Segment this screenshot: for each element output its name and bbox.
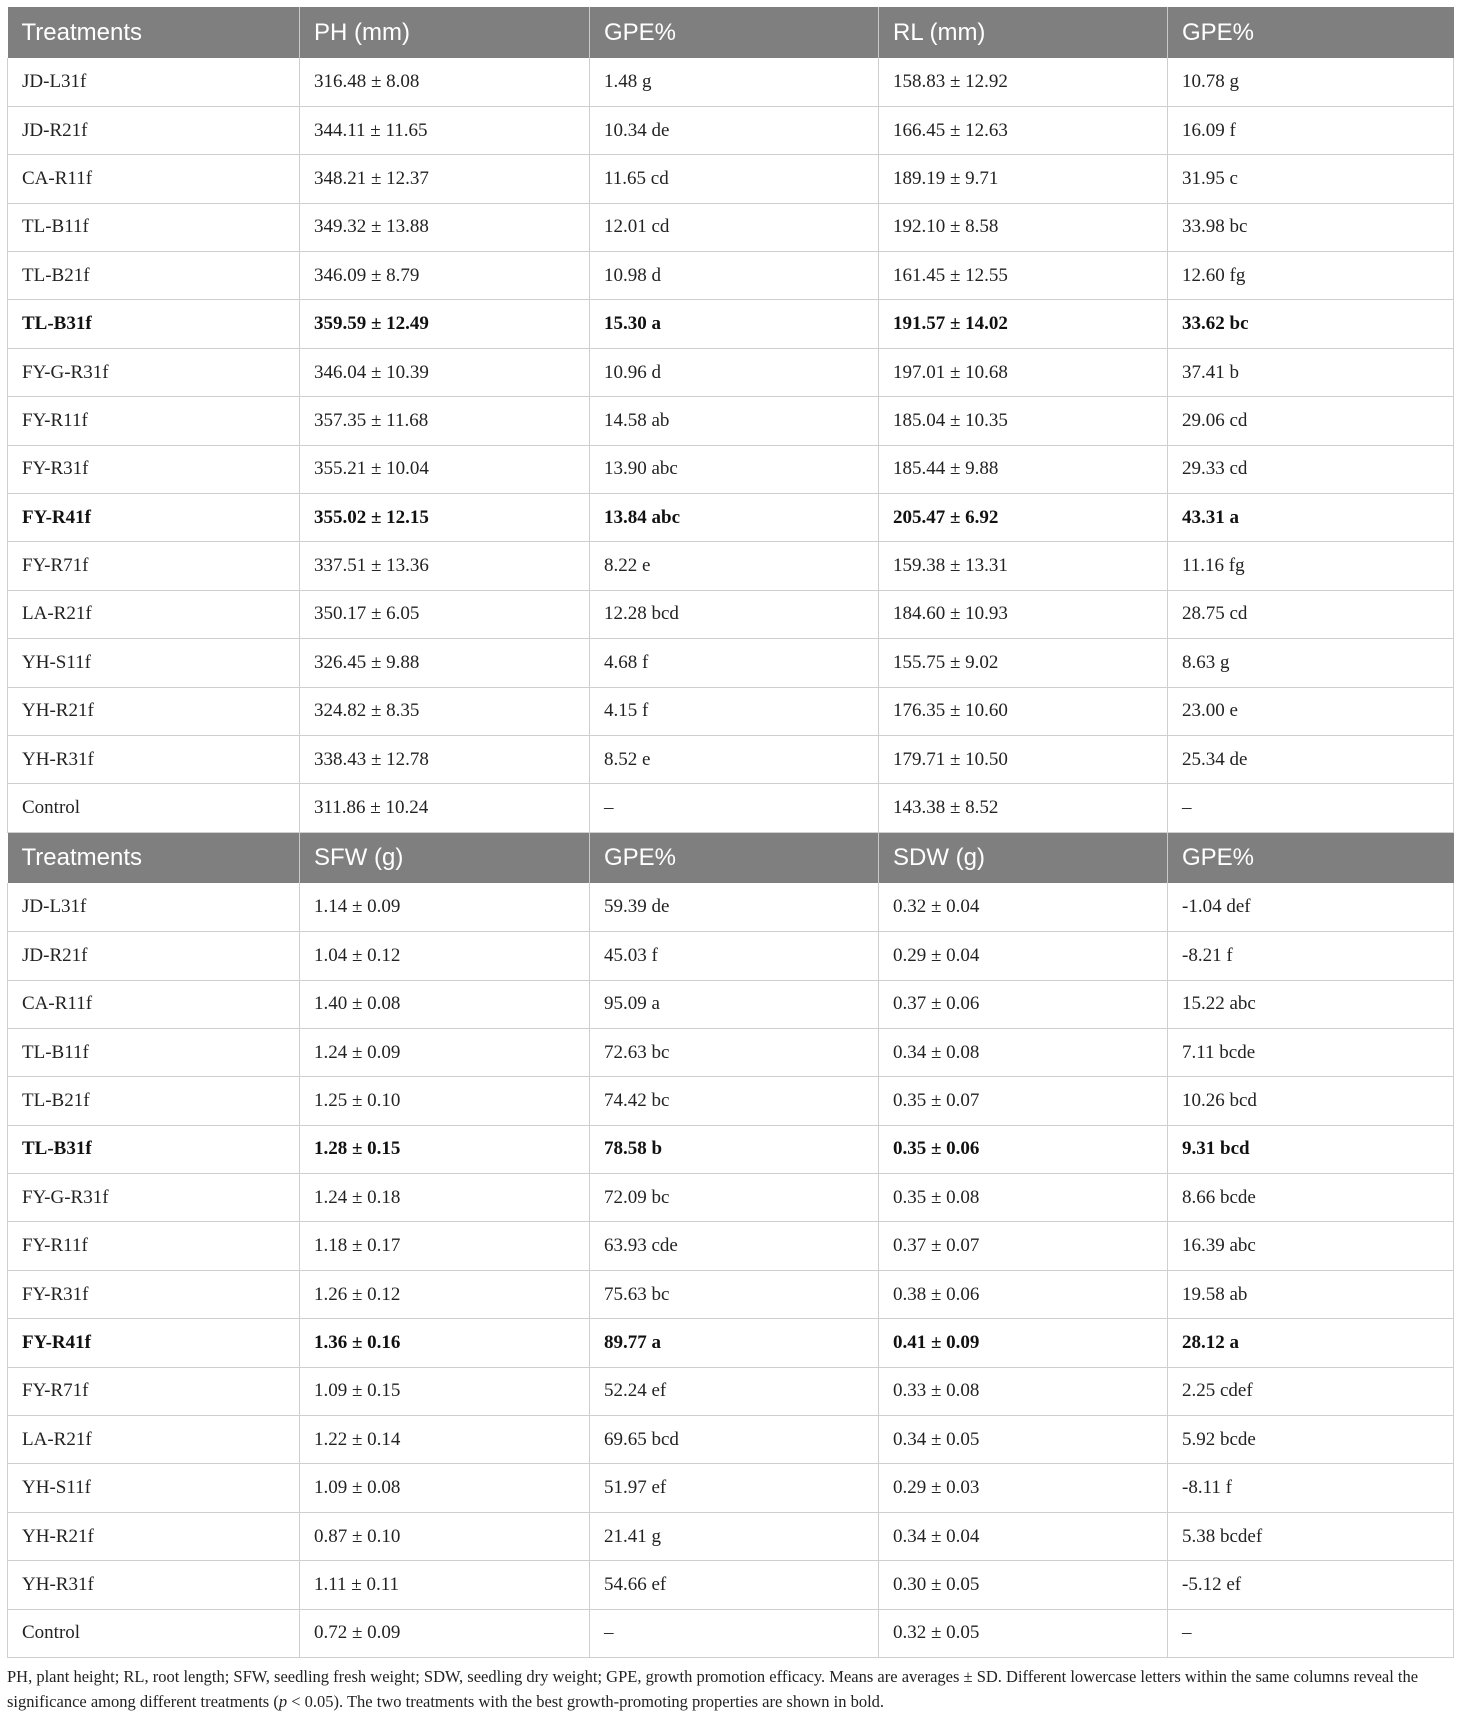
table1-cell-value-1: 346.09 ± 8.79: [300, 252, 590, 300]
table2-cell-gpe-1: –: [590, 1609, 879, 1657]
table2-cell-gpe-2: 5.92 bcde: [1168, 1416, 1454, 1464]
table1-cell-value-2: 185.44 ± 9.88: [879, 445, 1168, 493]
table1-cell-treatment: TL-B21f: [8, 252, 300, 300]
table2-body: [8, 883, 1454, 1657]
table1-cell-value-1: 326.45 ± 9.88: [300, 639, 590, 687]
table1-cell-gpe-2: 33.98 bc: [1168, 203, 1454, 251]
table2-cell-value-2: 0.34 ± 0.05: [879, 1416, 1168, 1464]
table1-cell-value-1: 337.51 ± 13.36: [300, 542, 590, 590]
table2-cell-treatment: YH-R21f: [8, 1512, 300, 1560]
table1-cell-treatment: YH-R21f: [8, 687, 300, 735]
table2-cell-treatment: JD-L31f: [8, 883, 300, 931]
table1-cell-gpe-2: 37.41 b: [1168, 348, 1454, 396]
table1-row: [8, 58, 1454, 106]
table1-cell-gpe-2: 29.06 cd: [1168, 397, 1454, 445]
table2-cell-value-1: 1.24 ± 0.18: [300, 1174, 590, 1222]
table1-cell-treatment: JD-L31f: [8, 58, 300, 106]
table2-cell-value-1: 1.18 ± 0.17: [300, 1222, 590, 1270]
footnote-text-part1: PH, plant height; RL, root length; SFW, seedling fresh weight; SDW, seedling dry weight; GPE, growth promotion efficacy. Means are averages ± SD. Different lowercase letters within the same columns reveal the significance among different treatments (: [7, 1667, 1419, 1711]
table1-cell-gpe-1: 15.30 a: [590, 300, 879, 348]
table1-cell-gpe-1: 11.65 cd: [590, 155, 879, 203]
table2-row: [8, 1077, 1454, 1125]
table2-cell-value-2: 0.34 ± 0.04: [879, 1512, 1168, 1560]
table1-cell-value-1: 349.32 ± 13.88: [300, 203, 590, 251]
table2-cell-value-1: 1.14 ± 0.09: [300, 883, 590, 931]
table2-cell-treatment: JD-R21f: [8, 932, 300, 980]
growth-results-table: [7, 7, 1454, 1658]
table1-cell-treatment: Control: [8, 784, 300, 832]
table2-header-row: [8, 832, 1454, 883]
table1-header-gpe-rl: GPE%: [1168, 7, 1454, 58]
table2-row: [8, 1270, 1454, 1318]
table1-row: [8, 348, 1454, 396]
table1-cell-gpe-1: 8.22 e: [590, 542, 879, 590]
table1-cell-value-2: 143.38 ± 8.52: [879, 784, 1168, 832]
table2-cell-treatment: LA-R21f: [8, 1416, 300, 1464]
table1-row: [8, 590, 1454, 638]
table2-header-sdw: SDW (g): [879, 832, 1168, 883]
table2-cell-value-2: 0.37 ± 0.07: [879, 1222, 1168, 1270]
table1-cell-value-2: 155.75 ± 9.02: [879, 639, 1168, 687]
table2-cell-gpe-2: –: [1168, 1609, 1454, 1657]
table2-row: [8, 1174, 1454, 1222]
table2-cell-gpe-1: 72.63 bc: [590, 1028, 879, 1076]
table1-cell-treatment: JD-R21f: [8, 106, 300, 154]
table1-cell-value-2: 192.10 ± 8.58: [879, 203, 1168, 251]
table2-cell-gpe-1: 51.97 ef: [590, 1464, 879, 1512]
table1-cell-treatment: TL-B11f: [8, 203, 300, 251]
table1-cell-gpe-1: 12.28 bcd: [590, 590, 879, 638]
table2-cell-value-1: 1.25 ± 0.10: [300, 1077, 590, 1125]
table1-cell-gpe-1: –: [590, 784, 879, 832]
table2-cell-gpe-1: 89.77 a: [590, 1319, 879, 1367]
table2-cell-gpe-1: 63.93 cde: [590, 1222, 879, 1270]
table1-row: [8, 639, 1454, 687]
table2-row: [8, 883, 1454, 931]
table2-cell-value-2: 0.30 ± 0.05: [879, 1561, 1168, 1609]
table1-cell-gpe-1: 13.84 abc: [590, 494, 879, 542]
table2-cell-gpe-1: 52.24 ef: [590, 1367, 879, 1415]
table1-cell-gpe-2: 25.34 de: [1168, 735, 1454, 783]
table1-cell-gpe-1: 1.48 g: [590, 58, 879, 106]
table2-cell-treatment: TL-B21f: [8, 1077, 300, 1125]
table1-cell-value-2: 205.47 ± 6.92: [879, 494, 1168, 542]
table1-cell-value-1: 355.21 ± 10.04: [300, 445, 590, 493]
table1-cell-value-1: 344.11 ± 11.65: [300, 106, 590, 154]
table1-cell-gpe-2: 16.09 f: [1168, 106, 1454, 154]
table1-cell-value-2: 191.57 ± 14.02: [879, 300, 1168, 348]
table2-cell-value-2: 0.35 ± 0.07: [879, 1077, 1168, 1125]
table2-cell-value-1: 1.36 ± 0.16: [300, 1319, 590, 1367]
table2-cell-gpe-2: 19.58 ab: [1168, 1270, 1454, 1318]
table1-row: [8, 252, 1454, 300]
table2-cell-gpe-1: 59.39 de: [590, 883, 879, 931]
table1-row: [8, 106, 1454, 154]
table2-cell-value-1: 1.22 ± 0.14: [300, 1416, 590, 1464]
table2-header-gpe-sfw: GPE%: [590, 832, 879, 883]
table2-row: [8, 1609, 1454, 1657]
table1-header-row: [8, 7, 1454, 58]
table1-header-gpe-ph: GPE%: [590, 7, 879, 58]
table1-cell-value-1: 346.04 ± 10.39: [300, 348, 590, 396]
table1-row: [8, 735, 1454, 783]
table2-header-sfw: SFW (g): [300, 832, 590, 883]
table1-cell-treatment: CA-R11f: [8, 155, 300, 203]
table2-cell-value-2: 0.32 ± 0.04: [879, 883, 1168, 931]
table2-cell-gpe-2: 7.11 bcde: [1168, 1028, 1454, 1076]
table1-cell-treatment: FY-R41f: [8, 494, 300, 542]
table2-cell-gpe-1: 78.58 b: [590, 1125, 879, 1173]
results-table-container: [7, 7, 1453, 1658]
table2-cell-value-1: 1.11 ± 0.11: [300, 1561, 590, 1609]
table2-cell-value-1: 1.04 ± 0.12: [300, 932, 590, 980]
table1-cell-value-2: 185.04 ± 10.35: [879, 397, 1168, 445]
table2-cell-value-1: 1.09 ± 0.15: [300, 1367, 590, 1415]
table2-cell-gpe-1: 54.66 ef: [590, 1561, 879, 1609]
table1-cell-treatment: FY-R71f: [8, 542, 300, 590]
footnote-p-symbol: p: [278, 1692, 288, 1711]
table2-row: [8, 1125, 1454, 1173]
table2-row: [8, 1028, 1454, 1076]
table2-cell-gpe-2: 5.38 bcdef: [1168, 1512, 1454, 1560]
table1-cell-gpe-1: 10.34 de: [590, 106, 879, 154]
table1-body: [8, 58, 1454, 832]
table1-cell-gpe-2: 11.16 fg: [1168, 542, 1454, 590]
table1-header-rl: RL (mm): [879, 7, 1168, 58]
table1-cell-gpe-2: 8.63 g: [1168, 639, 1454, 687]
table1-cell-value-2: 197.01 ± 10.68: [879, 348, 1168, 396]
table2-cell-treatment: FY-G-R31f: [8, 1174, 300, 1222]
table1-row: [8, 687, 1454, 735]
table2-cell-gpe-2: 10.26 bcd: [1168, 1077, 1454, 1125]
table2-cell-value-1: 1.26 ± 0.12: [300, 1270, 590, 1318]
table1-cell-gpe-1: 10.98 d: [590, 252, 879, 300]
table2-cell-value-1: 1.09 ± 0.08: [300, 1464, 590, 1512]
table2-row: [8, 1561, 1454, 1609]
table2-cell-treatment: FY-R41f: [8, 1319, 300, 1367]
table1-cell-treatment: FY-G-R31f: [8, 348, 300, 396]
table2-cell-value-2: 0.29 ± 0.03: [879, 1464, 1168, 1512]
table2-cell-gpe-2: 9.31 bcd: [1168, 1125, 1454, 1173]
table1-cell-gpe-2: 29.33 cd: [1168, 445, 1454, 493]
table1-row: [8, 784, 1454, 832]
table2-cell-value-2: 0.33 ± 0.08: [879, 1367, 1168, 1415]
table2-cell-treatment: FY-R11f: [8, 1222, 300, 1270]
table2-cell-value-1: 1.40 ± 0.08: [300, 980, 590, 1028]
table2-cell-gpe-1: 45.03 f: [590, 932, 879, 980]
table1-cell-gpe-2: 12.60 fg: [1168, 252, 1454, 300]
table2-cell-treatment: YH-S11f: [8, 1464, 300, 1512]
table1-cell-gpe-2: 31.95 c: [1168, 155, 1454, 203]
table1-row: [8, 494, 1454, 542]
table2-cell-value-1: 1.24 ± 0.09: [300, 1028, 590, 1076]
table2-row: [8, 1367, 1454, 1415]
table2-cell-gpe-2: 8.66 bcde: [1168, 1174, 1454, 1222]
table1-cell-treatment: FY-R31f: [8, 445, 300, 493]
table1-cell-treatment: FY-R11f: [8, 397, 300, 445]
table1-row: [8, 203, 1454, 251]
table1-cell-treatment: LA-R21f: [8, 590, 300, 638]
table2-cell-value-1: 0.87 ± 0.10: [300, 1512, 590, 1560]
table1-cell-value-1: 357.35 ± 11.68: [300, 397, 590, 445]
table1-cell-value-1: 311.86 ± 10.24: [300, 784, 590, 832]
table1-cell-gpe-2: 33.62 bc: [1168, 300, 1454, 348]
table1-row: [8, 300, 1454, 348]
table2-cell-value-2: 0.35 ± 0.06: [879, 1125, 1168, 1173]
table1-cell-value-1: 359.59 ± 12.49: [300, 300, 590, 348]
table2-header-treatments: Treatments: [8, 832, 300, 883]
table2-cell-gpe-1: 21.41 g: [590, 1512, 879, 1560]
table1-cell-gpe-2: 23.00 e: [1168, 687, 1454, 735]
table2-cell-gpe-2: -1.04 def: [1168, 883, 1454, 931]
table1-header-ph: PH (mm): [300, 7, 590, 58]
table1-row: [8, 542, 1454, 590]
table2-cell-gpe-1: 75.63 bc: [590, 1270, 879, 1318]
table2-cell-value-2: 0.41 ± 0.09: [879, 1319, 1168, 1367]
table1-cell-treatment: TL-B31f: [8, 300, 300, 348]
table2-cell-gpe-2: 2.25 cdef: [1168, 1367, 1454, 1415]
table2-header-gpe-sdw: GPE%: [1168, 832, 1454, 883]
table2-cell-value-2: 0.37 ± 0.06: [879, 980, 1168, 1028]
table1-cell-value-1: 324.82 ± 8.35: [300, 687, 590, 735]
table1-cell-value-2: 166.45 ± 12.63: [879, 106, 1168, 154]
table2-cell-value-1: 1.28 ± 0.15: [300, 1125, 590, 1173]
table1-cell-treatment: YH-S11f: [8, 639, 300, 687]
table2-cell-value-2: 0.29 ± 0.04: [879, 932, 1168, 980]
table1-cell-value-1: 348.21 ± 12.37: [300, 155, 590, 203]
table2-row: [8, 980, 1454, 1028]
table2-cell-gpe-1: 69.65 bcd: [590, 1416, 879, 1464]
table2-cell-treatment: TL-B11f: [8, 1028, 300, 1076]
table1-cell-value-2: 189.19 ± 9.71: [879, 155, 1168, 203]
table2-cell-treatment: TL-B31f: [8, 1125, 300, 1173]
table2-cell-treatment: Control: [8, 1609, 300, 1657]
table1-cell-gpe-2: 28.75 cd: [1168, 590, 1454, 638]
table2-row: [8, 1416, 1454, 1464]
table1-cell-value-1: 338.43 ± 12.78: [300, 735, 590, 783]
table2-cell-treatment: FY-R31f: [8, 1270, 300, 1318]
table1-cell-value-1: 316.48 ± 8.08: [300, 58, 590, 106]
table2-cell-value-2: 0.34 ± 0.08: [879, 1028, 1168, 1076]
table2-cell-gpe-2: 16.39 abc: [1168, 1222, 1454, 1270]
footnote-text-part2: < 0.05). The two treatments with the best growth-promoting properties are shown in bold.: [287, 1692, 885, 1711]
table2-cell-gpe-1: 72.09 bc: [590, 1174, 879, 1222]
table1-row: [8, 445, 1454, 493]
table1-cell-value-2: 179.71 ± 10.50: [879, 735, 1168, 783]
table1-cell-gpe-1: 4.15 f: [590, 687, 879, 735]
table1-cell-value-1: 350.17 ± 6.05: [300, 590, 590, 638]
table1-cell-value-2: 176.35 ± 10.60: [879, 687, 1168, 735]
table1-cell-gpe-1: 14.58 ab: [590, 397, 879, 445]
table1-cell-value-2: 158.83 ± 12.92: [879, 58, 1168, 106]
table2-cell-gpe-2: 15.22 abc: [1168, 980, 1454, 1028]
table2-cell-value-1: 0.72 ± 0.09: [300, 1609, 590, 1657]
table1-cell-treatment: YH-R31f: [8, 735, 300, 783]
table1-cell-value-2: 159.38 ± 13.31: [879, 542, 1168, 590]
table1-cell-gpe-2: 10.78 g: [1168, 58, 1454, 106]
table1-row: [8, 397, 1454, 445]
table1-row: [8, 155, 1454, 203]
table1-cell-gpe-1: 12.01 cd: [590, 203, 879, 251]
table2-cell-gpe-1: 95.09 a: [590, 980, 879, 1028]
table2-cell-gpe-2: 28.12 a: [1168, 1319, 1454, 1367]
table2-cell-value-2: 0.38 ± 0.06: [879, 1270, 1168, 1318]
table2-cell-gpe-2: -5.12 ef: [1168, 1561, 1454, 1609]
table2-cell-treatment: YH-R31f: [8, 1561, 300, 1609]
table1-cell-gpe-2: 43.31 a: [1168, 494, 1454, 542]
table2-cell-value-2: 0.32 ± 0.05: [879, 1609, 1168, 1657]
table2-row: [8, 932, 1454, 980]
table2-row: [8, 1512, 1454, 1560]
table2-header-group: [8, 832, 1454, 883]
table1-cell-gpe-1: 8.52 e: [590, 735, 879, 783]
table1-cell-gpe-1: 4.68 f: [590, 639, 879, 687]
table2-cell-value-2: 0.35 ± 0.08: [879, 1174, 1168, 1222]
table1-cell-gpe-1: 10.96 d: [590, 348, 879, 396]
table-footnote: [7, 1664, 1453, 1714]
table1-cell-gpe-1: 13.90 abc: [590, 445, 879, 493]
table2-cell-treatment: FY-R71f: [8, 1367, 300, 1415]
table1-cell-value-1: 355.02 ± 12.15: [300, 494, 590, 542]
table2-row: [8, 1319, 1454, 1367]
table1-cell-value-2: 161.45 ± 12.55: [879, 252, 1168, 300]
table2-cell-treatment: CA-R11f: [8, 980, 300, 1028]
table2-cell-gpe-2: -8.21 f: [1168, 932, 1454, 980]
table2-cell-gpe-1: 74.42 bc: [590, 1077, 879, 1125]
table1-header-treatments: Treatments: [8, 7, 300, 58]
table2-row: [8, 1464, 1454, 1512]
table1-cell-gpe-2: –: [1168, 784, 1454, 832]
table2-row: [8, 1222, 1454, 1270]
table2-cell-gpe-2: -8.11 f: [1168, 1464, 1454, 1512]
table1-cell-value-2: 184.60 ± 10.93: [879, 590, 1168, 638]
